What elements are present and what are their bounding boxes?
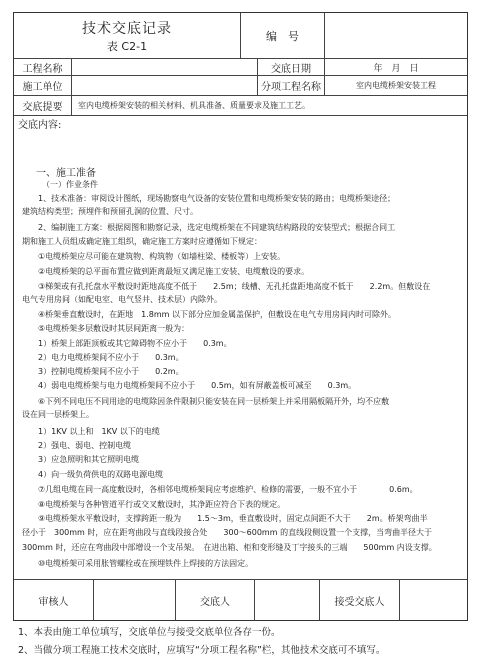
title-row — [14, 13, 467, 59]
summary-field[interactable] — [71, 96, 467, 115]
content-line: 径小于 300mm 时，应在距弯曲段与直线段接合处 300～600mm 的直线段侧设置一个支撑，当弯曲半径大于 — [22, 528, 433, 537]
content-line: ⑨电缆桥架水平敷设时，支撑跨距一般为 1.5～3m，垂直敷设时，固定点间距不大于 2m。桥架弯曲半 — [38, 514, 428, 523]
receiver-label — [319, 580, 399, 620]
content-line: （一）作业条件 — [42, 180, 98, 189]
date-label-text: 交底日期 — [271, 63, 311, 75]
content-line: 3）控制电缆桥架间不应小于 0.2m。 — [38, 367, 184, 376]
unit-label — [14, 76, 71, 95]
footnotes — [18, 624, 385, 660]
content-line: 2）电力电缆桥架间不应小于 0.3m。 — [38, 353, 184, 362]
content-line: 300mm 时，还应在弯曲段中部增设一个支吊架。 在进出箱、柜和变形缝及丁字接头的三端 500mm 内设支撑。 — [22, 543, 437, 552]
content-line: 1、技术准备：审阅设计图纸，现场勘察电气设备的安装位置和电缆桥架安装的路由；电缆桥架途径； — [38, 194, 396, 203]
subproject-label-text: 分项工程名称 — [261, 82, 321, 93]
content-line: ④桥架垂直敷设时，在距地 1.8mm 以下部分应加金属盖保护，但敷设在电气专用房间内时可除外。 — [38, 310, 397, 319]
content-line: ②电缆桥架的总平面布置应做到距离最短又满足施工安装、电缆敷设的要求。 — [38, 267, 310, 276]
form-title: 技术交底记录 — [82, 20, 172, 37]
receiver-label-text: 接受交底人 — [334, 596, 385, 608]
content-label: 交底内容: — [18, 120, 62, 131]
reviewer-label — [14, 580, 93, 620]
footnote-1: 1、本表由施工单位填写，交底单位与接受交底单位各存一份。 — [18, 627, 281, 638]
presenter-field[interactable] — [254, 580, 319, 620]
content-line: ⑩电缆桥架可采用胀管螺栓或在预埋铁件上焊接的方法固定。 — [38, 559, 254, 568]
content-line: ⑥下列不同电压不同用途的电缆除因条件限制只能安装在同一层桥架上并采用隔板隔开外，均不应敷 — [38, 397, 390, 406]
content-line: 2、编制施工方案：根据阅图和勘察记录，选定电缆桥架在不同建筑结构路段的安装型式；根据合同工 — [38, 223, 396, 232]
summary-value: 室内电缆桥架安装的相关材料、机具准备、质量要求及施工工艺。 — [78, 101, 310, 110]
content-line: ⑦几组电缆在同一高度敷设时，各相邻电缆桥架间应考虑维护、检修的需要，一般不宜小于 0.6m。 — [38, 485, 418, 494]
date-value: 年 月 日 — [373, 63, 419, 74]
content-line: ⑤电缆桥架多层敷设时其层间距离一般为： — [38, 324, 190, 333]
content-line: 1）桥架上部距顶板或其它障碍物不应小于 0.3m。 — [38, 339, 232, 348]
subproject-label — [257, 76, 324, 95]
form-sheet — [13, 12, 468, 621]
content-line: ①电缆桥架应尽可能在建筑物、构筑物（如墙柱梁、楼板等）上安装。 — [38, 252, 286, 261]
number-field[interactable] — [324, 13, 467, 58]
unit-field[interactable] — [71, 76, 257, 95]
signature-row — [14, 579, 467, 620]
subproject-field[interactable] — [324, 76, 467, 95]
content-line: 3）应急照明和其它照明电缆 — [38, 455, 140, 464]
project-name-label — [14, 59, 71, 75]
content-line: 一、施工准备 — [36, 168, 96, 179]
reviewer-field[interactable] — [93, 580, 175, 620]
reviewer-label-text: 审核人 — [38, 596, 69, 608]
content-line: ③梯架或有孔托盘水平敷设时距地高度不低于 2.5m；线槽、无孔托盘距地高度不低于 2.2m。但敷设在 — [38, 282, 431, 291]
content-line: 1）1KV 以上和 1KV 以下的电缆 — [38, 427, 160, 436]
project-name-field[interactable] — [71, 59, 257, 75]
summary-row — [14, 96, 467, 116]
summary-label — [14, 96, 71, 115]
number-label — [240, 13, 324, 58]
content-line: 2）强电、弱电、控制电缆 — [38, 441, 132, 450]
form-subtitle: 表 C2-1 — [106, 39, 148, 53]
content-area — [14, 120, 467, 580]
title-cell — [14, 13, 240, 58]
receiver-field[interactable] — [399, 580, 467, 620]
summary-label-text: 交底提要 — [22, 102, 63, 113]
content-line: 4）向一级负荷供电的双路电源电缆 — [38, 470, 164, 479]
footnote-2: 2、当做分项工程施工技术交底时，应填写“分项工程名称”栏，其他技术交底可不填写。 — [18, 645, 386, 656]
presenter-label-text: 交底人 — [200, 596, 230, 608]
content-line: ⑧电缆桥架与各种管道平行或交叉敷设时，其净距应符合下表的规定。 — [38, 500, 286, 509]
content-line: 电气专用房间（如配电室、电气竖井、技术层）内除外。 — [22, 295, 222, 304]
presenter-label — [175, 580, 254, 620]
subproject-value: 室内电缆桥架安装工程 — [356, 81, 436, 90]
date-field[interactable] — [324, 59, 467, 75]
content-line: 4）弱电电缆桥架与电力电缆桥架间不应小于 0.5m，如有屏蔽盖板可减至 0.3m。 — [38, 381, 357, 390]
content-line: 期和施工人员组成确定施工组织，确定施工方案时应遵循如下规定： — [22, 237, 262, 246]
project-row — [14, 59, 467, 76]
unit-row — [14, 76, 467, 96]
unit-label-text: 施工单位 — [22, 82, 63, 93]
project-name-label-text: 工程名称 — [22, 63, 63, 75]
date-label — [257, 59, 324, 75]
content-line: 设在同一层桥架上。 — [22, 410, 94, 419]
number-label-text: 编 号 — [266, 29, 299, 43]
content-line: 建筑结构类型；预埋件和预留孔洞的位置、尺寸。 — [22, 207, 198, 216]
